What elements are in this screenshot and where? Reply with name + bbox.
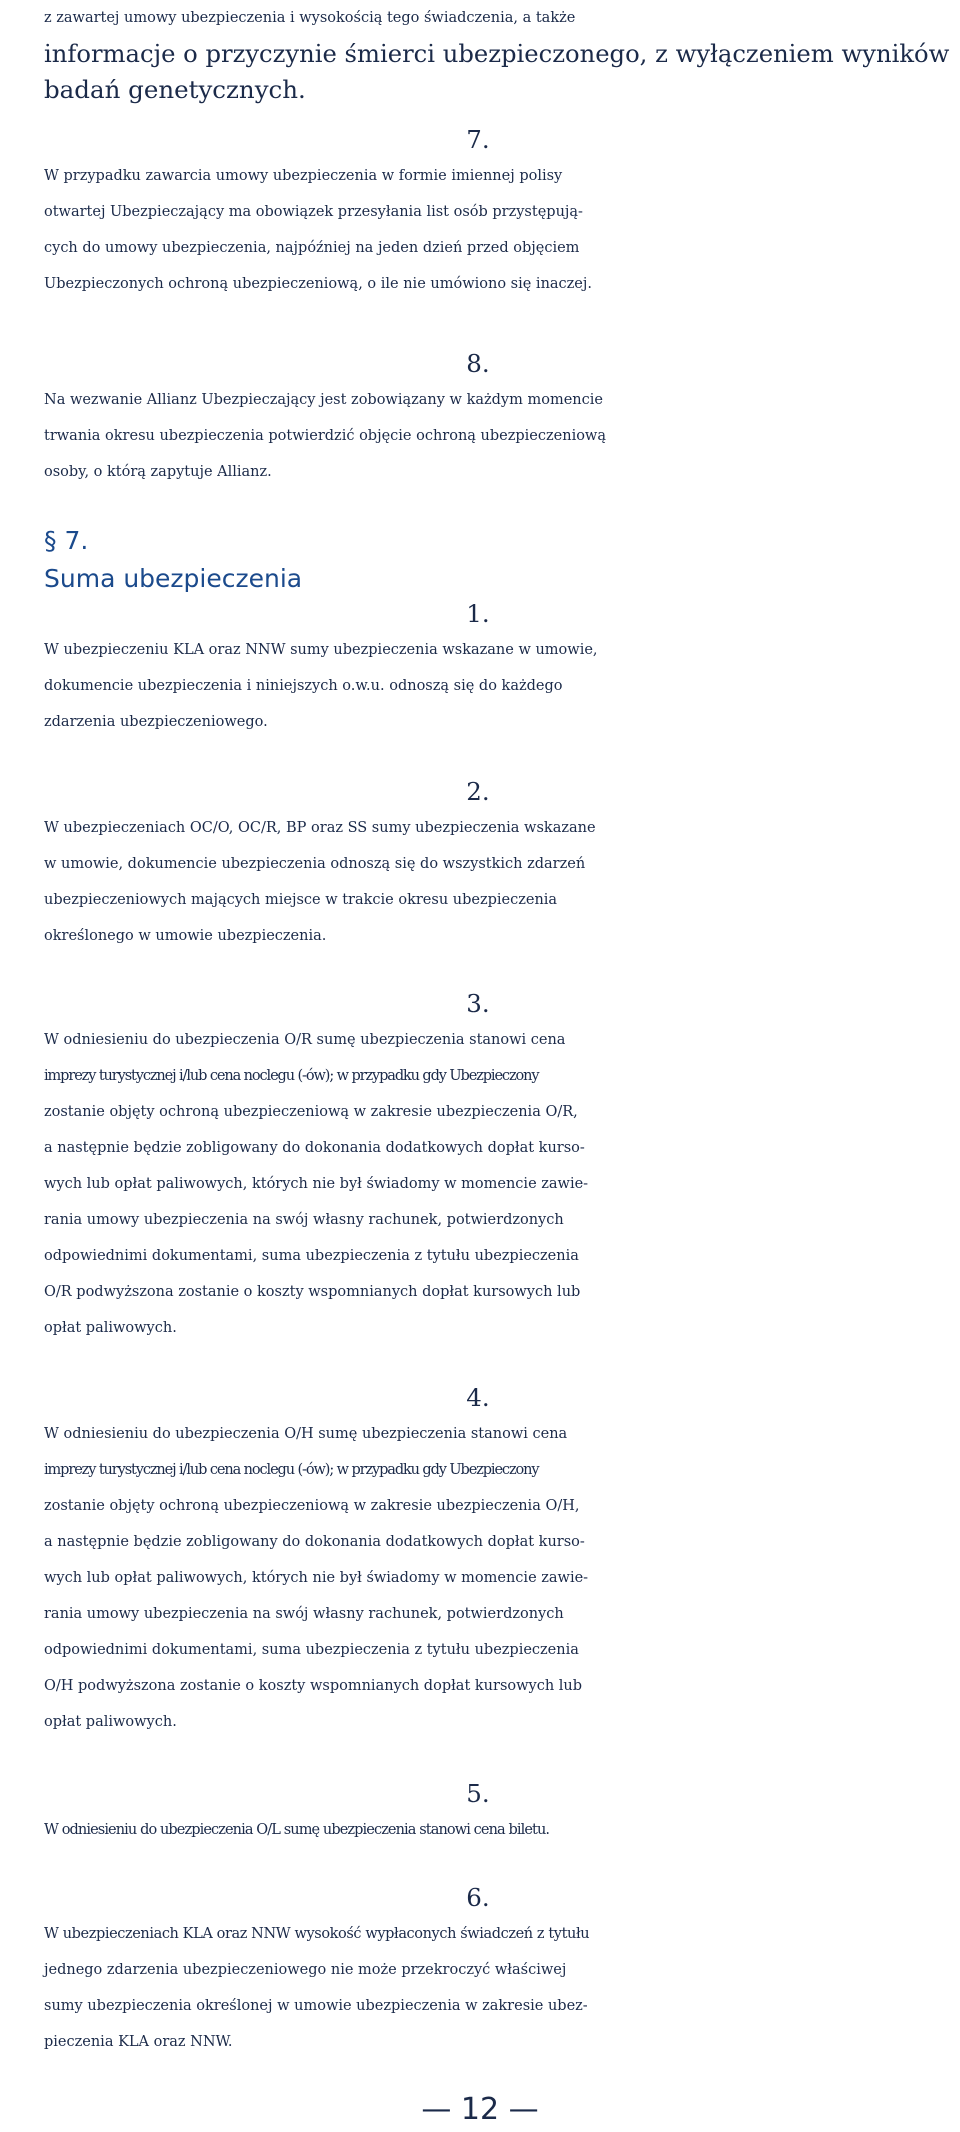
- paragraph-1: [44, 596, 954, 740]
- text-line: W przypadku zawarcia umowy ubezpieczenia w formie imiennej polisy: [44, 168, 563, 184]
- page-number: — 12 —: [421, 2092, 539, 2127]
- paragraph-number: 6.: [466, 1883, 490, 1912]
- section-number: § 7.: [44, 526, 89, 555]
- text-line: a następnie będzie zobligowany do dokonania dodatkowych dopłat kurso-: [44, 1140, 585, 1156]
- paragraph-text: [44, 632, 954, 740]
- text-line: odpowiednimi dokumentami, suma ubezpieczenia z tytułu ubezpieczenia: [44, 1248, 579, 1264]
- text-line: W ubezpieczeniu KLA oraz NNW sumy ubezpieczenia wskazane w umowie,: [44, 642, 598, 658]
- text-line: O/H podwyższona zostanie o koszty wspomnianych dopłat kursowych lub: [44, 1678, 583, 1694]
- text-line: a następnie będzie zobligowany do dokonania dodatkowych dopłat kurso-: [44, 1534, 585, 1550]
- text-line: wych lub opłat paliwowych, których nie był świadomy w momencie zawie-: [44, 1570, 589, 1586]
- text-line: zostanie objęty ochroną ubezpieczeniową w zakresie ubezpieczenia O/R,: [44, 1104, 578, 1120]
- paragraph-number: 2.: [466, 777, 490, 806]
- clause-number: 8.: [466, 349, 490, 378]
- paragraph-text: [44, 158, 954, 302]
- text-line: W ubezpieczeniach OC/O, OC/R, BP oraz SS sumy ubezpieczenia wskazane: [44, 820, 596, 836]
- text-line: zdarzenia ubezpieczeniowego.: [44, 714, 268, 730]
- text-line: jednego zdarzenia ubezpieczeniowego nie może przekroczyć właściwej: [44, 1962, 567, 1978]
- paragraph-text: [44, 382, 954, 490]
- text-line: opłat paliwowych.: [44, 1714, 177, 1730]
- text-line: z zawartej umowy ubezpieczenia i wysokością tego świadczenia, a także: [44, 10, 576, 26]
- text-line: trwania okresu ubezpieczenia potwierdzić objęcie ochroną ubezpieczeniową: [44, 428, 606, 444]
- section-heading: [44, 522, 302, 598]
- text-line: Ubezpieczonych ochroną ubezpieczeniową, o ile nie umówiono się inaczej.: [44, 276, 592, 292]
- section-title: Suma ubezpieczenia: [44, 564, 303, 593]
- paragraph-6: [44, 1880, 954, 2060]
- paragraph-text: [44, 0, 949, 108]
- text-line: imprezy turystycznej i/lub cena noclegu (-ów); w przypadku gdy Ubezpieczony: [44, 1068, 539, 1084]
- text-line: osoby, o którą zapytuje Allianz.: [44, 464, 272, 480]
- paragraph-number: 1.: [466, 599, 490, 628]
- paragraph-text: [44, 810, 954, 954]
- text-line: zostanie objęty ochroną ubezpieczeniową w zakresie ubezpieczenia O/H,: [44, 1498, 580, 1514]
- paragraph-4: [44, 1380, 954, 1740]
- text-line: ubezpieczeniowych mających miejsce w trakcie okresu ubezpieczenia: [44, 892, 558, 908]
- paragraph-5: [44, 1776, 954, 1848]
- text-line: O/R podwyższona zostanie o koszty wspomnianych dopłat kursowych lub: [44, 1284, 581, 1300]
- text-line: informacje o przyczynie śmierci ubezpieczonego, z wyłączeniem wyników: [44, 39, 950, 68]
- text-line: określonego w umowie ubezpieczenia.: [44, 928, 327, 944]
- paragraph-number: 4.: [466, 1383, 490, 1412]
- paragraph-number: 5.: [466, 1779, 490, 1808]
- text-line: W ubezpieczeniach KLA oraz NNW wysokość wypłaconych świadczeń z tytułu: [44, 1926, 590, 1942]
- text-line: wych lub opłat paliwowych, których nie był świadomy w momencie zawie-: [44, 1176, 589, 1192]
- text-line: badań genetycznych.: [44, 75, 306, 104]
- text-line: W odniesieniu do ubezpieczenia O/R sumę ubezpieczenia stanowi cena: [44, 1032, 566, 1048]
- text-line: cych do umowy ubezpieczenia, najpóźniej na jeden dzień przed objęciem: [44, 240, 580, 256]
- text-line: imprezy turystycznej i/lub cena noclegu (-ów); w przypadku gdy Ubezpieczony: [44, 1462, 539, 1478]
- text-line: Na wezwanie Allianz Ubezpieczający jest zobowiązany w każdym momencie: [44, 392, 603, 408]
- paragraph-3: [44, 986, 954, 1346]
- text-line: rania umowy ubezpieczenia na swój własny rachunek, potwierdzonych: [44, 1212, 564, 1228]
- text-line: pieczenia KLA oraz NNW.: [44, 2034, 233, 2050]
- text-line: dokumencie ubezpieczenia i niniejszych o.w.u. odnoszą się do każdego: [44, 678, 563, 694]
- paragraph-text: [44, 1416, 954, 1740]
- text-line: W odniesieniu do ubezpieczenia O/L sumę ubezpieczenia stanowi cena biletu.: [44, 1822, 550, 1838]
- paragraph-2: [44, 774, 954, 954]
- intro-paragraph: [44, 0, 949, 108]
- paragraph-text: [44, 1022, 954, 1346]
- text-line: rania umowy ubezpieczenia na swój własny rachunek, potwierdzonych: [44, 1606, 564, 1622]
- text-line: W odniesieniu do ubezpieczenia O/H sumę ubezpieczenia stanowi cena: [44, 1426, 568, 1442]
- clause-8: [44, 346, 954, 490]
- paragraph-text: [44, 1916, 954, 2060]
- paragraph-number: 3.: [466, 989, 490, 1018]
- text-line: odpowiednimi dokumentami, suma ubezpieczenia z tytułu ubezpieczenia: [44, 1642, 579, 1658]
- text-line: sumy ubezpieczenia określonej w umowie ubezpieczenia w zakresie ubez-: [44, 1998, 588, 2014]
- text-line: otwartej Ubezpieczający ma obowiązek przesyłania list osób przystępują-: [44, 204, 583, 220]
- text-line: w umowie, dokumencie ubezpieczenia odnoszą się do wszystkich zdarzeń: [44, 856, 586, 872]
- paragraph-text: [44, 1812, 954, 1848]
- clause-7: [44, 122, 954, 302]
- clause-number: 7.: [466, 125, 490, 154]
- text-line: opłat paliwowych.: [44, 1320, 177, 1336]
